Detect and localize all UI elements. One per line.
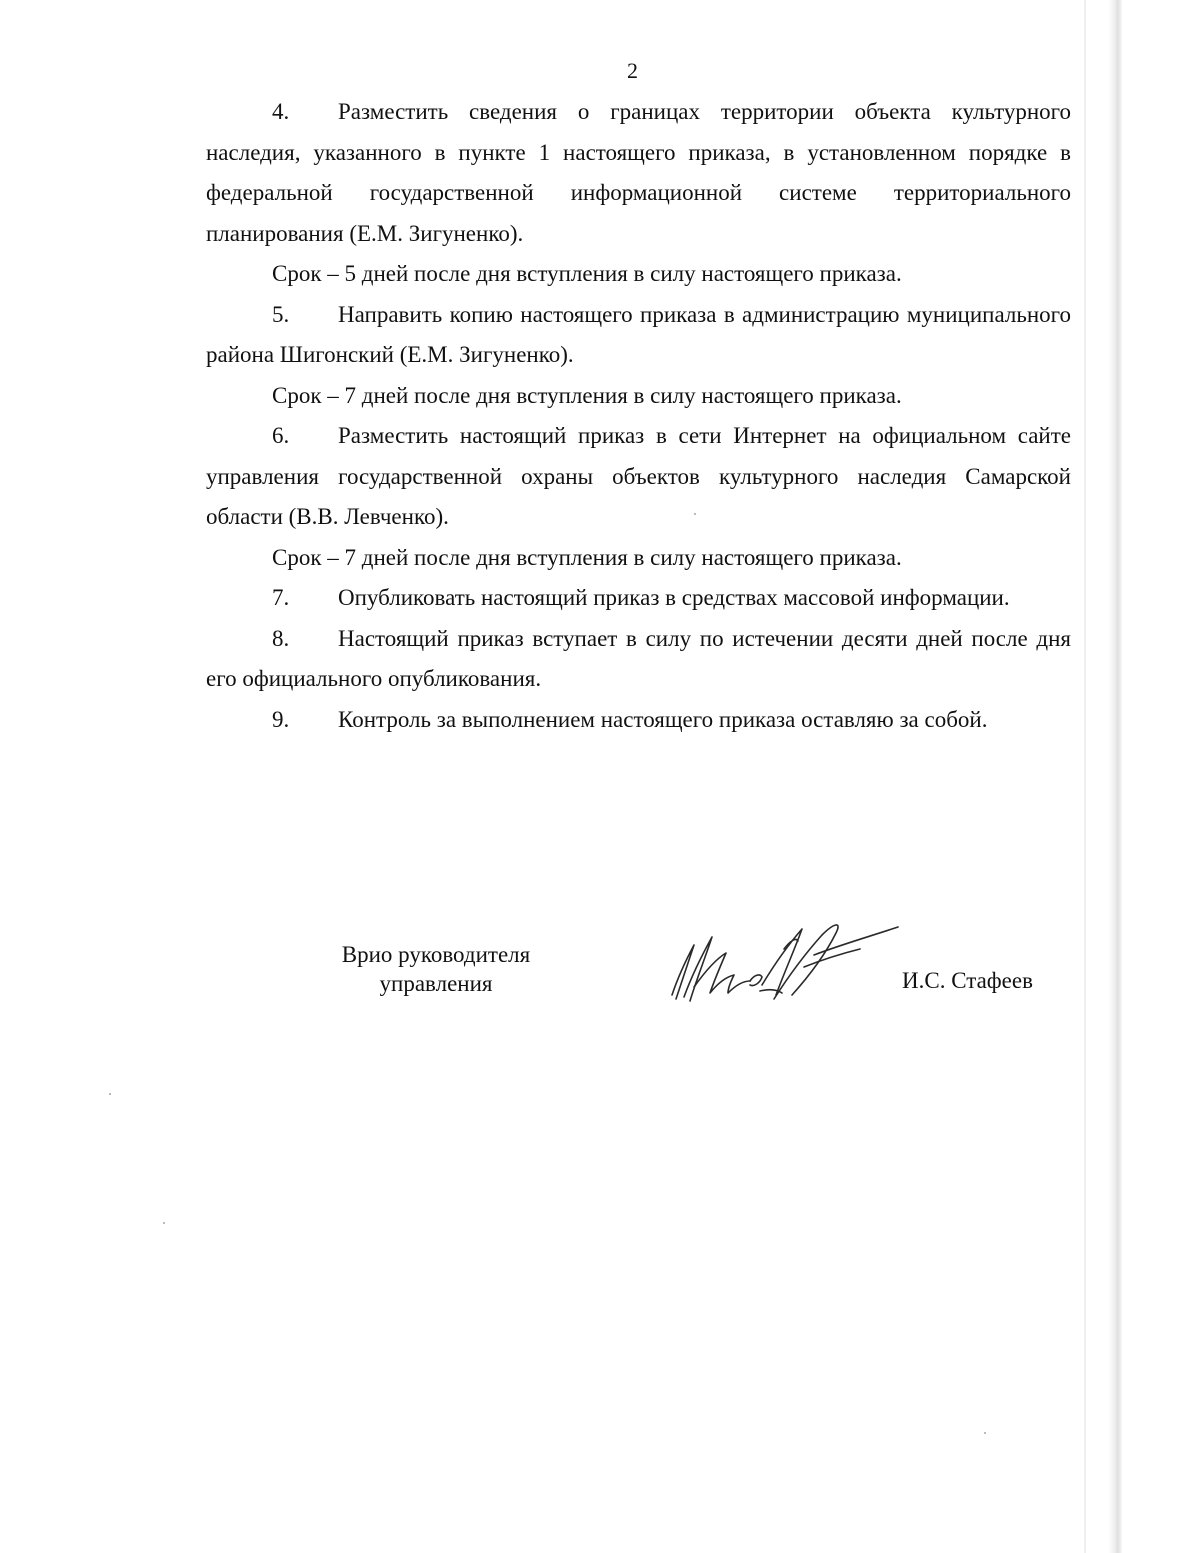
paragraph-text: Контроль за выполнением настоящего приказа оставляю за собой. xyxy=(338,706,988,732)
paragraph-item-4 xyxy=(206,92,1071,254)
paragraph-text: Разместить сведения о границах территории объекта культурного наследия, указанного в пункте 1 настоящего приказа, в установленном порядке в федеральной государственной информационной системе территориального планирования (Е.М. Зигуненко). xyxy=(206,99,1071,246)
deadline-note xyxy=(206,538,1071,579)
paragraph-item-7 xyxy=(206,578,1071,619)
paragraph-text: Срок – 5 дней после дня вступления в силу настоящего приказа. xyxy=(272,261,902,286)
signatory-position-line2: управления xyxy=(379,971,493,996)
paragraph-item-5 xyxy=(206,295,1071,376)
signatory-name: И.С. Стафеев xyxy=(902,968,1033,993)
paragraph-number: 4. xyxy=(272,99,290,124)
page-number: 2 xyxy=(627,58,638,83)
signatory-position-line1: Врио руководителя xyxy=(341,942,531,967)
document-body xyxy=(206,92,1071,740)
paragraph-number: 7. xyxy=(272,585,290,610)
scan-speck xyxy=(984,1432,986,1434)
paragraph-number: 5. xyxy=(272,301,290,327)
signatory-position xyxy=(326,940,546,998)
paragraph-text: Срок – 7 дней после дня вступления в силу настоящего приказа. xyxy=(272,544,902,570)
paragraph-text: Срок – 7 дней после дня вступления в силу настоящего приказа. xyxy=(272,382,902,408)
deadline-note xyxy=(206,254,1071,295)
scan-speck xyxy=(109,1093,111,1095)
scan-speck xyxy=(694,513,696,515)
scan-speck xyxy=(163,1222,165,1224)
paragraph-number: 8. xyxy=(272,625,290,651)
paragraph-number: 9. xyxy=(272,706,290,732)
paragraph-item-6 xyxy=(206,416,1071,538)
paragraph-text: Настоящий приказ вступает в силу по истечении десяти дней после дня его официального опубликования. xyxy=(206,625,1071,691)
paragraph-text: Разместить настоящий приказ в сети Интернет на официальном сайте управления государственной охраны объектов культурного наследия Самарской области (В.В. Левченко). xyxy=(206,423,1071,529)
scan-edge-shadow xyxy=(1108,0,1122,1553)
scan-edge-line xyxy=(1084,0,1086,1553)
deadline-note xyxy=(206,376,1071,417)
paragraph-item-9 xyxy=(206,700,1071,741)
paragraph-number: 6. xyxy=(272,423,290,448)
signature-block xyxy=(0,940,1200,1030)
paragraph-text: Направить копию настоящего приказа в администрацию муниципального района Шигонский (Е.М. Зигуненко). xyxy=(206,301,1071,367)
paragraph-item-8 xyxy=(206,619,1071,700)
paragraph-text: Опубликовать настоящий приказ в средствах массовой информации. xyxy=(338,585,1010,610)
handwritten-signature xyxy=(664,915,904,1010)
